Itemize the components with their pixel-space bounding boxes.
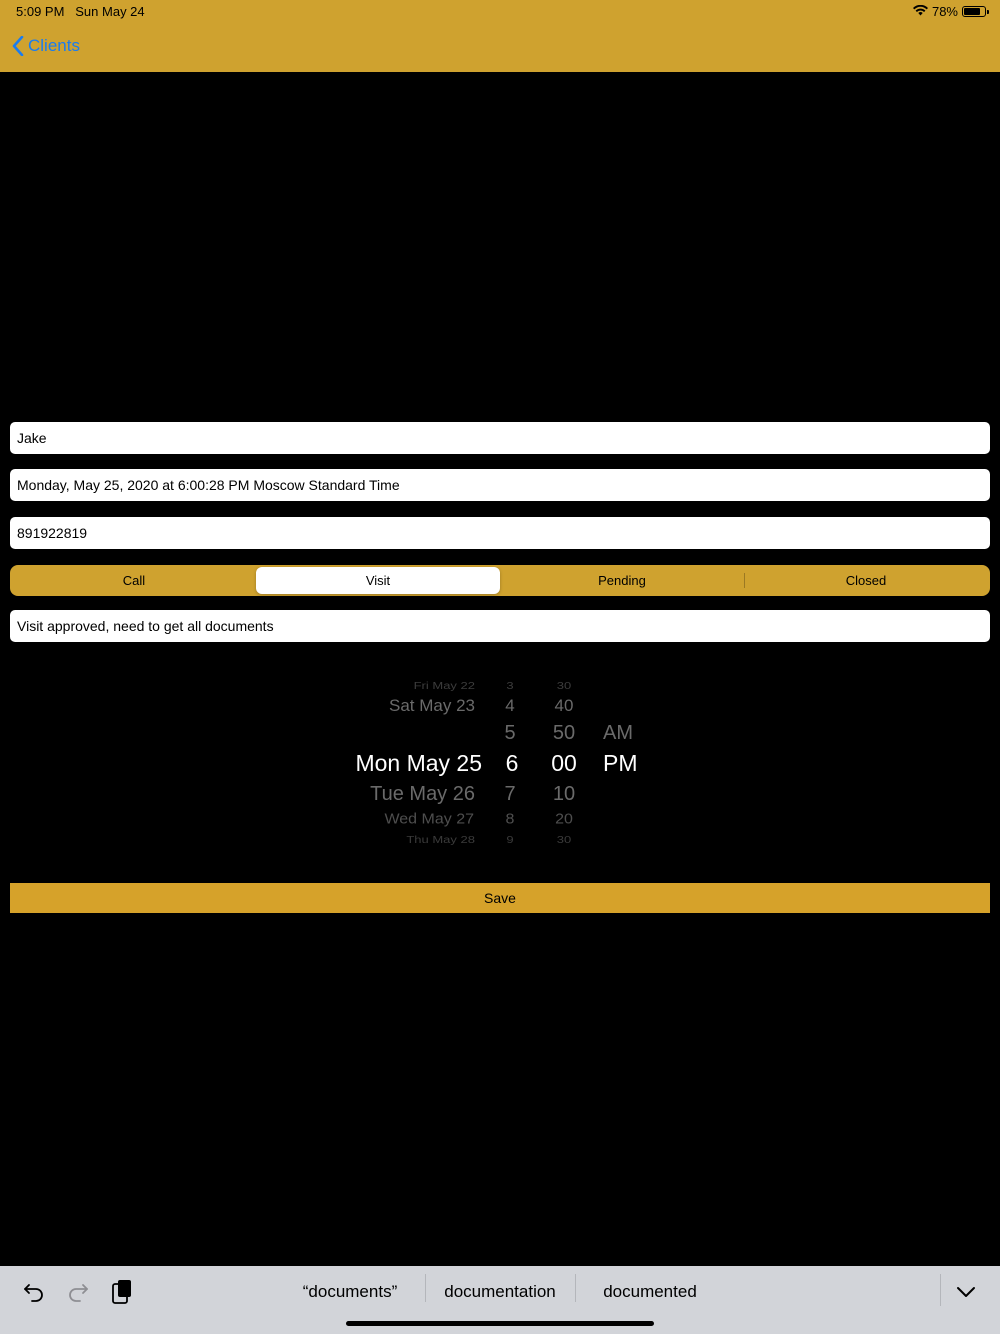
status-segmented-control [10,565,990,596]
picker-hour-row[interactable]: 4 [505,696,515,715]
battery-fill [964,8,980,15]
note-field[interactable] [10,610,990,642]
chevron-left-icon [12,36,24,56]
undo-icon[interactable] [19,1278,49,1306]
save-button[interactable]: Save [10,883,990,913]
picker-date-row[interactable]: Fri May 22 [413,679,475,692]
picker-hour-row[interactable]: 7 [504,783,516,805]
segment-visit[interactable]: Visit [256,567,500,594]
status-time: 5:09 PM [16,4,65,19]
picker-date-row[interactable]: Thu May 28 [406,833,475,846]
date-time-picker[interactable] [0,672,1000,850]
segment-pending[interactable]: Pending [598,573,646,588]
nav-bar [0,0,1000,72]
picker-hour-selected[interactable]: 6 [505,750,519,776]
picker-hour-row[interactable]: 9 [506,833,514,846]
picker-date-row[interactable]: Wed May 27 [384,811,474,828]
picker-minute-row[interactable]: 30 [556,833,572,846]
picker-date-row[interactable]: Sat May 23 [389,696,475,715]
redo-icon[interactable] [63,1278,93,1306]
suggestion-2[interactable]: documentation [444,1282,556,1301]
home-indicator[interactable] [346,1321,654,1326]
picker-minute-row[interactable]: 40 [554,696,574,715]
picker-hour-row[interactable]: 8 [505,811,515,828]
picker-minute-row[interactable]: 10 [552,783,576,805]
battery-icon [962,6,986,17]
picker-minute-row[interactable]: 30 [556,679,572,692]
phone-field[interactable] [10,517,990,549]
toolbar-divider [940,1274,941,1306]
picker-date-row[interactable]: Tue May 26 [370,783,475,805]
suggestion-1[interactable]: “documents” [302,1282,398,1301]
status-right [913,4,986,19]
suggestion-3[interactable]: documented [603,1282,697,1301]
back-button[interactable] [12,36,80,56]
picker-date-selected[interactable]: Mon May 25 [355,750,482,776]
name-field[interactable] [10,422,990,454]
picker-am[interactable]: AM [603,722,633,744]
back-label: Clients [28,36,80,55]
picker-minute-selected[interactable]: 00 [551,750,577,776]
date-field[interactable] [10,469,990,501]
picker-minute-row[interactable]: 50 [552,722,576,744]
segment-closed[interactable]: Closed [744,567,988,594]
picker-hour-row[interactable]: 3 [506,679,514,692]
picker-pm-selected[interactable]: PM [603,750,638,776]
dismiss-keyboard-icon[interactable] [951,1278,981,1306]
picker-hour-row[interactable]: 5 [504,722,516,744]
paste-icon[interactable] [107,1278,137,1306]
status-date: Sun May 24 [75,4,145,19]
battery-percent: 78% [931,4,958,19]
picker-minute-row[interactable]: 20 [555,811,573,828]
segment-call[interactable]: Call [122,573,146,588]
wifi-icon [913,4,928,19]
status-time-date [16,4,145,19]
